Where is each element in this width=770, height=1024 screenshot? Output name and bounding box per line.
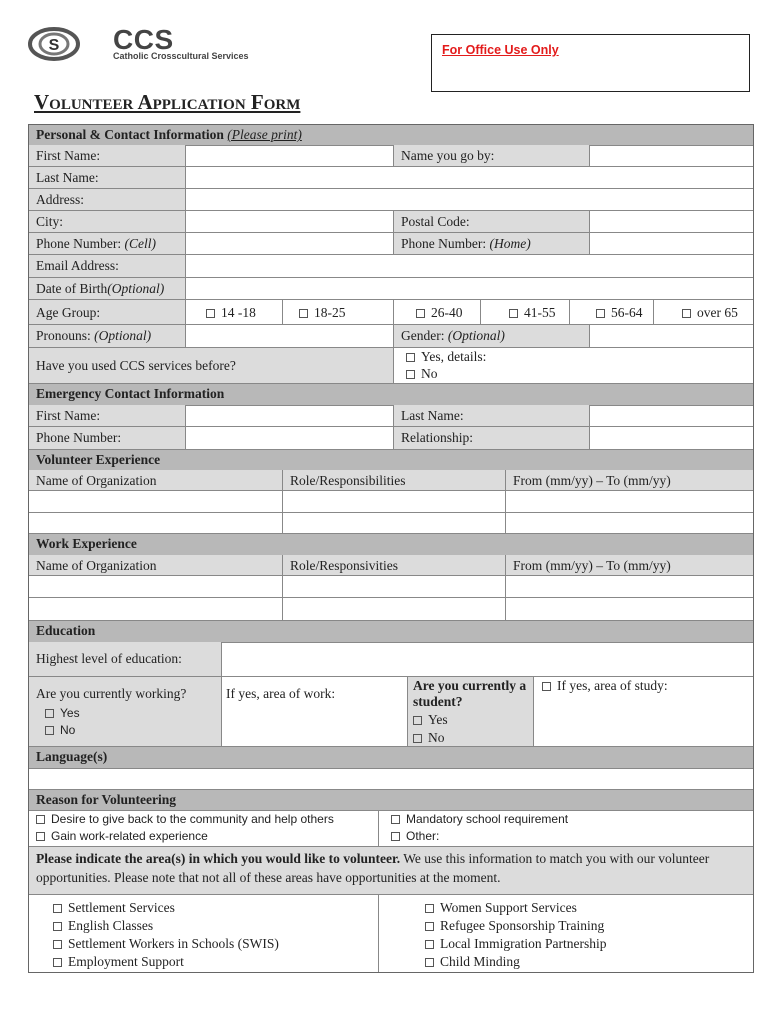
office-use-label: For Office Use Only: [442, 43, 559, 57]
age-option-5[interactable]: [570, 300, 654, 325]
area-of-study-field[interactable]: [534, 677, 753, 747]
checkbox-icon[interactable]: [596, 309, 605, 318]
checkbox-icon[interactable]: [45, 709, 54, 718]
checkbox-icon[interactable]: [425, 922, 434, 931]
area-option: Refugee Sponsorship Training: [440, 918, 605, 933]
section-work-experience-title: Work Experience: [36, 536, 137, 551]
section-personal-title: Personal & Contact Information: [36, 127, 224, 142]
work-org-field[interactable]: [29, 576, 283, 598]
section-education: [29, 621, 753, 643]
reason-option-school: Mandatory school requirement: [406, 812, 569, 826]
area-option: Settlement Workers in Schools (SWIS): [68, 936, 279, 951]
checkbox-icon[interactable]: [406, 370, 415, 379]
checkbox-icon[interactable]: [425, 958, 434, 967]
work-role-field[interactable]: [283, 598, 506, 621]
address-field[interactable]: [186, 189, 753, 211]
first-name-field[interactable]: [186, 145, 394, 167]
age-option-label: 14 -18: [221, 305, 256, 320]
row-emergency-phone: [29, 427, 753, 450]
checkbox-icon[interactable]: [53, 904, 62, 913]
checkbox-icon[interactable]: [53, 940, 62, 949]
age-option-label: 26-40: [431, 305, 463, 320]
used-yes-label: Yes, details:: [421, 349, 487, 364]
volunteer-exp-header: [29, 470, 753, 491]
phone-home-label: Phone Number:: [401, 236, 487, 251]
work-exp-row: [29, 598, 753, 621]
checkbox-icon[interactable]: [53, 922, 62, 931]
email-label: Email Address:: [36, 258, 119, 273]
checkbox-icon[interactable]: [509, 309, 518, 318]
last-name-label: Last Name:: [36, 170, 99, 185]
relationship-label: Relationship:: [401, 430, 473, 445]
row-pronouns: [29, 325, 753, 348]
office-use-box: [431, 34, 750, 92]
age-option-label: 41-55: [524, 305, 556, 320]
section-personal: [29, 125, 753, 146]
row-used-services: [29, 348, 753, 384]
city-field[interactable]: [186, 211, 394, 233]
email-field[interactable]: [186, 255, 753, 278]
logo-name: CCS: [113, 24, 174, 55]
name-go-by-field[interactable]: [590, 145, 753, 167]
volunteer-role-field[interactable]: [283, 513, 506, 534]
work-dates-field[interactable]: [506, 576, 753, 598]
gender-label: Gender:: [401, 328, 445, 343]
postal-code-label: Postal Code:: [401, 214, 470, 229]
area-option: Settlement Services: [68, 900, 175, 915]
volunteer-col-organization: Name of Organization: [36, 473, 157, 488]
work-exp-header: [29, 555, 753, 576]
checkbox-icon[interactable]: [206, 309, 215, 318]
row-city: [29, 211, 753, 233]
section-volunteer-experience-title: Volunteer Experience: [36, 452, 161, 467]
areas-options: [29, 895, 753, 972]
city-label: City:: [36, 214, 64, 229]
work-col-dates: From (mm/yy) – To (mm/yy): [513, 558, 671, 573]
section-education-title: Education: [36, 623, 96, 638]
reason-option-give-back: Desire to give back to the community and help others: [51, 812, 334, 826]
volunteer-org-field[interactable]: [29, 513, 283, 534]
checkbox-icon[interactable]: [416, 309, 425, 318]
svg-text:S: S: [48, 37, 60, 54]
age-group-label: Age Group:: [36, 305, 101, 320]
dob-label: Date of Birth: [36, 281, 108, 296]
row-highest-education: [29, 642, 753, 677]
checkbox-icon[interactable]: [391, 815, 400, 824]
row-last-name: [29, 167, 753, 189]
area-option: Local Immigration Partnership: [440, 936, 607, 951]
section-languages: [29, 747, 753, 769]
row-age-group: [29, 300, 753, 325]
emergency-phone-label: Phone Number:: [36, 430, 122, 445]
work-col-role: Role/Responsivities: [290, 558, 398, 573]
age-option-label: over 65: [697, 305, 738, 320]
languages-field[interactable]: [29, 768, 753, 790]
checkbox-icon[interactable]: [425, 904, 434, 913]
row-phone: [29, 233, 753, 255]
working-label: Are you currently working?: [36, 686, 187, 701]
postal-code-field[interactable]: [590, 211, 753, 233]
relationship-field[interactable]: [590, 427, 753, 450]
volunteer-col-role: Role/Responsibilities: [290, 473, 406, 488]
volunteer-role-field[interactable]: [283, 491, 506, 513]
dob-field[interactable]: [186, 278, 753, 300]
phone-cell-note: (Cell): [124, 236, 156, 251]
used-no-label: No: [421, 366, 438, 381]
highest-education-label: Highest level of education:: [36, 651, 182, 666]
checkbox-icon[interactable]: [542, 682, 551, 691]
row-email: [29, 255, 753, 278]
age-option-4[interactable]: [481, 300, 570, 325]
section-languages-title: Language(s): [36, 749, 108, 764]
student-no-label: No: [428, 730, 445, 745]
phone-cell-field[interactable]: [186, 233, 394, 255]
age-option-6[interactable]: [654, 300, 753, 325]
pronouns-field[interactable]: [186, 325, 394, 348]
phone-cell-label: Phone Number:: [36, 236, 122, 251]
checkbox-icon[interactable]: [53, 958, 62, 967]
used-services-options: [394, 348, 753, 384]
checkbox-icon[interactable]: [425, 940, 434, 949]
emergency-phone-field[interactable]: [186, 427, 394, 450]
used-services-label: Have you used CCS services before?: [36, 358, 236, 373]
volunteer-exp-row: [29, 491, 753, 513]
page-title: Volunteer Application Form: [34, 90, 301, 114]
age-option-3[interactable]: [394, 300, 481, 325]
dob-note: (Optional): [107, 281, 165, 296]
logo-subtitle: Catholic Crosscultural Services: [113, 51, 249, 61]
work-role-field[interactable]: [283, 576, 506, 598]
volunteer-exp-row: [29, 513, 753, 534]
row-first-name: [29, 145, 753, 167]
area-option: English Classes: [68, 918, 154, 933]
section-emergency-title: Emergency Contact Information: [36, 386, 225, 401]
age-option-label: 18-25: [314, 305, 346, 320]
emergency-first-name-label: First Name:: [36, 408, 101, 423]
section-reason: [29, 790, 753, 811]
phone-home-note: (Home): [489, 236, 531, 251]
phone-home-field[interactable]: [590, 233, 753, 255]
volunteer-col-dates: From (mm/yy) – To (mm/yy): [513, 473, 671, 488]
address-label: Address:: [36, 192, 84, 207]
area-option: Employment Support: [68, 954, 184, 969]
section-reason-title: Reason for Volunteering: [36, 792, 177, 807]
highest-education-field[interactable]: [222, 642, 753, 677]
section-personal-note: (Please print): [227, 127, 302, 142]
age-option-label: 56-64: [611, 305, 643, 320]
section-volunteer-experience: [29, 450, 753, 471]
gender-note: (Optional): [447, 328, 505, 343]
volunteer-dates-field[interactable]: [506, 513, 753, 534]
checkbox-icon[interactable]: [391, 832, 400, 841]
row-emergency-name: [29, 405, 753, 427]
areas-description: We use this information to match you with our volunteer opportunities. Please note that not all of these areas have opportunities at the moment.: [36, 851, 710, 885]
section-emergency: [29, 384, 753, 406]
reason-option-other: Other:: [406, 829, 440, 843]
working-yes-label: Yes: [60, 706, 80, 720]
area-option: Women Support Services: [440, 900, 577, 915]
row-work-study: [29, 677, 753, 747]
ccs-globe-logo-icon: [28, 27, 80, 61]
row-dob: [29, 278, 753, 300]
work-col-organization: Name of Organization: [36, 558, 157, 573]
work-org-field[interactable]: [29, 598, 283, 621]
checkbox-icon[interactable]: [406, 353, 415, 362]
age-option-1[interactable]: [186, 300, 283, 325]
first-name-label: First Name:: [36, 148, 101, 163]
working-no-label: No: [60, 723, 76, 737]
checkbox-icon[interactable]: [36, 815, 45, 824]
section-work-experience: [29, 534, 753, 556]
student-label: Are you currently a student?: [413, 678, 527, 709]
checkbox-icon[interactable]: [682, 309, 691, 318]
area-option: Child Minding: [440, 954, 520, 969]
gender-field[interactable]: [590, 325, 753, 348]
emergency-first-name-field[interactable]: [186, 405, 394, 427]
areas-heading: Please indicate the area(s) in which you would like to volunteer.: [36, 851, 401, 866]
row-reasons: [29, 810, 753, 847]
name-go-by-label: Name you go by:: [401, 148, 495, 163]
checkbox-icon[interactable]: [413, 716, 422, 725]
volunteer-dates-field[interactable]: [506, 491, 753, 513]
checkbox-icon[interactable]: [45, 726, 54, 735]
age-option-2[interactable]: [283, 300, 394, 325]
student-yes-label: Yes: [428, 712, 448, 727]
area-of-work-label: If yes, area of work:: [226, 686, 336, 701]
emergency-last-name-label: Last Name:: [401, 408, 464, 423]
work-dates-field[interactable]: [506, 598, 753, 621]
area-of-work-field[interactable]: [222, 677, 408, 747]
checkbox-icon[interactable]: [299, 309, 308, 318]
row-address: [29, 189, 753, 211]
pronouns-label: Pronouns:: [36, 328, 91, 343]
checkbox-icon[interactable]: [36, 832, 45, 841]
checkbox-icon[interactable]: [413, 734, 422, 743]
last-name-field[interactable]: [186, 167, 753, 189]
reason-option-experience: Gain work-related experience: [51, 829, 208, 843]
area-of-study-label: If yes, area of study:: [557, 678, 668, 693]
pronouns-note: (Optional): [94, 328, 152, 343]
section-areas: [29, 847, 753, 895]
work-exp-row: [29, 576, 753, 598]
emergency-last-name-field[interactable]: [590, 405, 753, 427]
volunteer-org-field[interactable]: [29, 491, 283, 513]
